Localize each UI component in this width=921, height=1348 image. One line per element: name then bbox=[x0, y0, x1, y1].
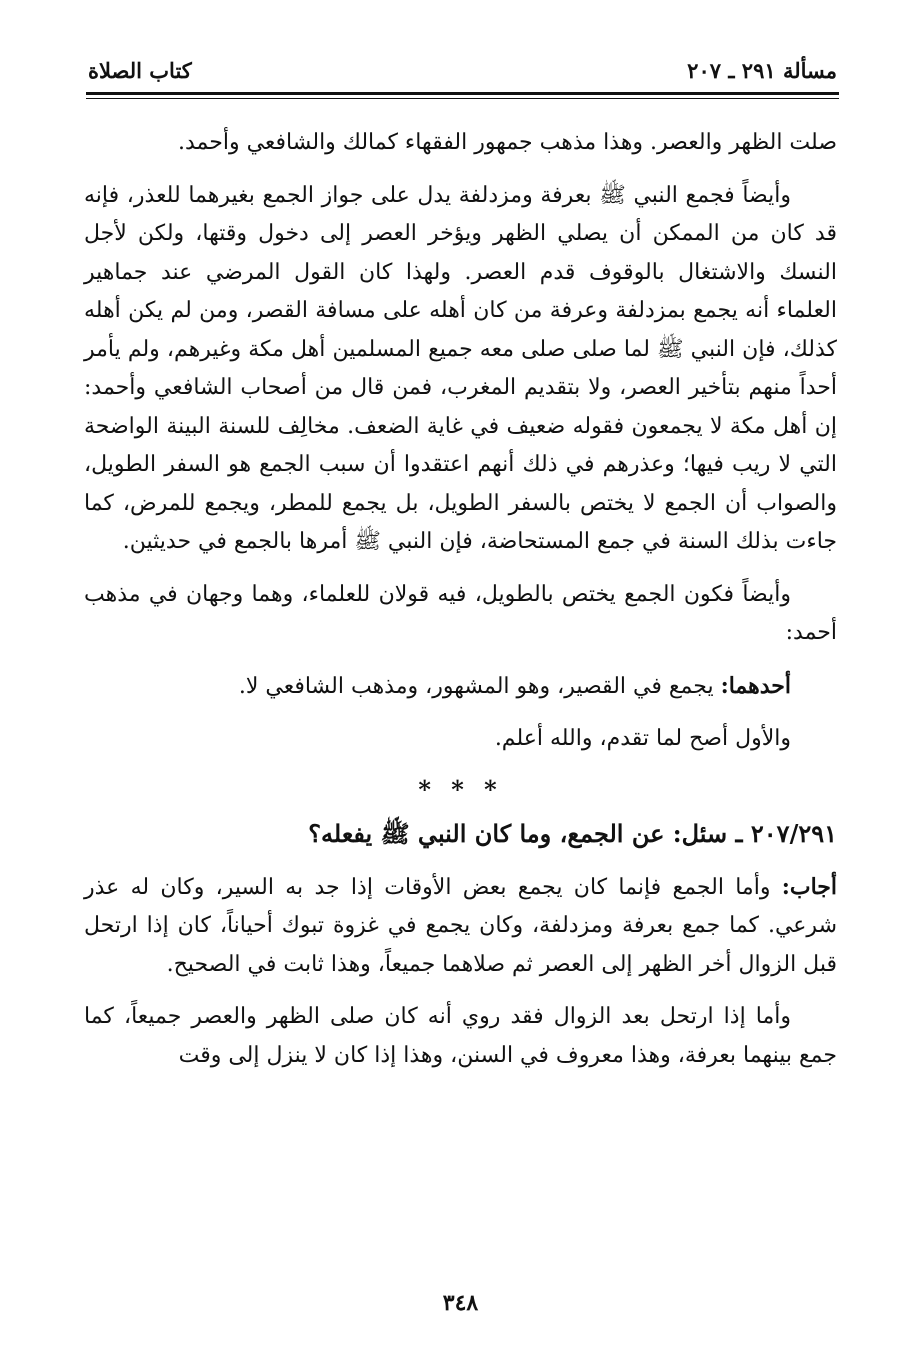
running-header bbox=[88, 52, 837, 90]
section-separator: * * * bbox=[418, 774, 503, 804]
header-rule-thin bbox=[86, 98, 839, 99]
issue-number: مسألة ٢٩١ ـ ٢٠٧ bbox=[687, 58, 837, 83]
paragraph-long-journey: وأيضاً فكون الجمع يختص بالطويل، فيه قولان للعلماء، وهما وجهان في مذهب أحمد: bbox=[84, 581, 837, 645]
page-body bbox=[84, 124, 837, 1075]
paragraph-continuation: صلت الظهر والعصر. وهذا مذهب جمهور الفقهاء كمالك والشافعي وأحمد. bbox=[177, 130, 837, 155]
first-view-text: يجمع في القصير، وهو المشهور، ومذهب الشافعي لا. bbox=[238, 673, 721, 699]
question-heading: ٢٠٧/٢٩١ ـ سئل: عن الجمع، وما كان النبي ﷺ يفعله؟ bbox=[308, 819, 837, 848]
answer-paragraph-2: وأما إذا ارتحل بعد الزوال فقد روي أنه كان صلى الظهر والعصر جميعاً، كما جمع بينهما بعرفة، وهذا معروف في السنن، وهذا إذا كان لا ينزل إلى وقت bbox=[84, 1004, 837, 1068]
first-view-lead: أحدهما: bbox=[720, 672, 791, 699]
paragraph-joint-prayer: وأيضاً فجمع النبي ﷺ بعرفة ومزدلفة يدل على جواز الجمع بغيرهما للعذر، فإنه قد كان من الممكن أن يصلي الظهر ويؤخر العصر إلى دخول وقتها، ولكن لأجل النسك والاشتغال بالوقوف قدم العصر. ولهذا كان القول المرضي عند جماهير العلماء أنه يجمع بمزدلفة وعرفة من كان أهله على مسافة القصر، ومن لم يكن أهله كذلك، فإن النبي ﷺ لما صلى صلى معه جميع المسلمين أهل مكة وغيرهم، ولم يأمر أحداً منهم بتأخير العصر، ولا بتقديم المغرب، فمن قال من أصحاب الشافعي وأحمد: إن أهل مكة لا يجمعون فقوله ضعيف في غاية الضعف. مخالِف للسنة البينة الواضحة التي لا ريب فيها؛ وعذرهم في ذلك أنهم اعتقدوا أن سبب الجمع هو السفر الطويل، والصواب أن الجمع لا يختص بالسفر الطويل، بل يجمع للمطر، ويجمع للمرض، كما جاءت بذلك السنة في جمع المستحاضة، فإن النبي ﷺ أمرها بالجمع في حديثين. bbox=[84, 182, 837, 554]
answer-lead: أجاب: bbox=[781, 873, 837, 900]
book-title: كتاب الصلاة bbox=[88, 58, 192, 83]
paragraph-first-view bbox=[84, 667, 837, 707]
answer-paragraph bbox=[84, 868, 837, 985]
answer-text: وأما الجمع فإنما كان يجمع بعض الأوقات إذا جد به السير، وكان له عذر شرعي. كما جمع بعرفة ومزدلفة، وكان يجمع في غزوة تبوك أحياناً، كان إذا ارتحل قبل الزوال أخر الظهر إلى العصر ثم صلاهما جميعاً، وهذا ثابت في الصحيح. bbox=[84, 874, 837, 977]
page-number: ٣٤٨ bbox=[442, 1290, 479, 1316]
header-rule-thick bbox=[86, 92, 839, 95]
paragraph-conclusion: والأول أصح لما تقدم، والله أعلم. bbox=[494, 726, 791, 751]
